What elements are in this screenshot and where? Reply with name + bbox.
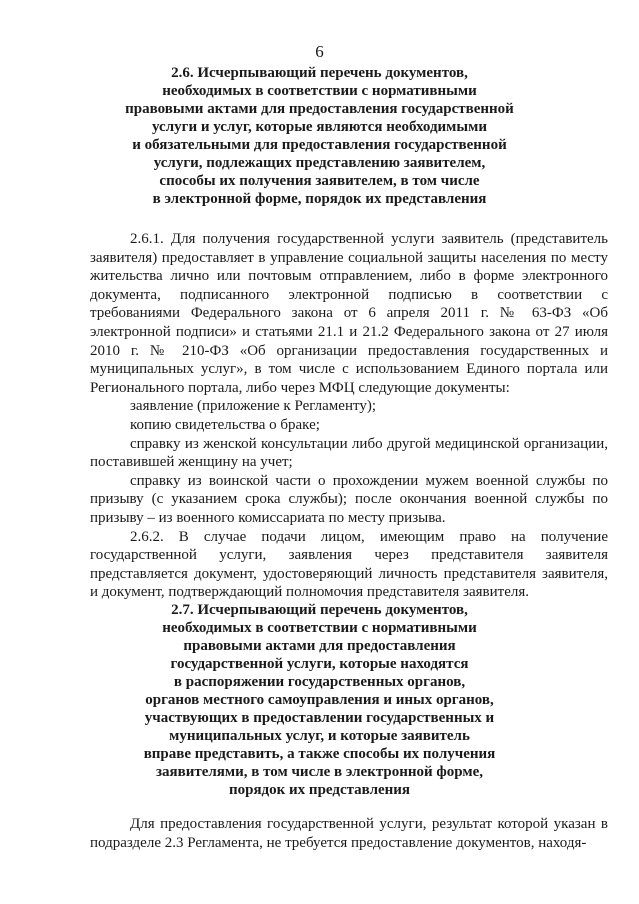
- document-list-item: справку из женской консультации либо другой медицинской организации, поставившей женщину на учет;: [90, 435, 608, 471]
- heading-line: государственной услуги, которые находятся: [170, 656, 469, 672]
- heading-line: вправе представить, а также способы их получения: [143, 746, 496, 762]
- document-list-item: справку из воинской части о прохождении мужем военной службы по призыву (с указанием срока службы); после окончания военной службы по призыву – из военного комиссариата по месту призыва.: [90, 472, 608, 526]
- section-heading-2-7: [110, 601, 529, 799]
- document-list-item: заявление (приложение к Регламенту);: [130, 398, 376, 415]
- heading-line: участвующих в предоставлении государственных и: [144, 710, 495, 726]
- heading-line: правовыми актами для предоставления государственной: [125, 101, 514, 117]
- heading-line: порядок их представления: [228, 782, 411, 798]
- heading-line: правовыми актами для предоставления: [183, 638, 456, 654]
- document-list-item: копию свидетельства о браке;: [130, 416, 320, 433]
- paragraph-2-6-1: 2.6.1. Для получения государственной услуги заявитель (представитель заявителя) предоставляет в управление социальной защиты населения по месту жительства лично или почтовым отправлением, либо в форме электронного документа, подписанного электронной подписью в соответствии с требованиями Федерального закона от 6 апреля 2011 г. № 63-ФЗ «Об электронной подписи» и статьями 21.1 и 21.2 Федерального закона от 27 июля 2010 г. № 210-ФЗ «Об организации предоставления государственных и муниципальных услуг», в том числе с использованием Единого портала или Регионального портала, либо через МФЦ следующие документы:: [90, 231, 608, 396]
- heading-line: заявителями, в том числе в электронной форме,: [155, 764, 484, 780]
- paragraph-2-7: Для предоставления государственной услуги, результат которой указан в подразделе 2.3 Регламента, не требуется предоставление документов, находя-: [90, 816, 608, 851]
- heading-line: муниципальных услуг, и которые заявитель: [169, 728, 470, 744]
- heading-line: и обязательными для предоставления государственной: [132, 137, 507, 153]
- paragraph-2-6-2: 2.6.2. В случае подачи лицом, имеющим право на получение государственной услуги, заявления через представителя заявителя представляется документ, удостоверяющий личность представителя заявителя, и документ, подтверждающий полномочия представителя заявителя.: [90, 528, 608, 601]
- section-heading-2-6: [90, 64, 549, 208]
- heading-line: необходимых в соответствии с нормативными: [162, 83, 477, 99]
- heading-line: 2.7. Исчерпывающий перечень документов,: [171, 602, 468, 618]
- heading-line: услуги и услуг, которые являются необходимыми: [152, 119, 487, 135]
- heading-line: услуги, подлежащих представлению заявителем,: [153, 155, 486, 171]
- section-body-2-6: [90, 230, 608, 602]
- heading-line: 2.6. Исчерпывающий перечень документов,: [171, 65, 468, 81]
- heading-line: необходимых в соответствии с нормативными: [162, 620, 477, 636]
- heading-line: в электронной форме, порядок их представления: [152, 191, 487, 207]
- heading-line: способы их получения заявителем, в том числе: [159, 173, 480, 189]
- section-body-2-7: [90, 815, 608, 852]
- heading-line: в распоряжении государственных органов,: [173, 674, 466, 690]
- page-number: 6: [315, 42, 324, 61]
- heading-line: органов местного самоуправления и иных органов,: [145, 692, 494, 708]
